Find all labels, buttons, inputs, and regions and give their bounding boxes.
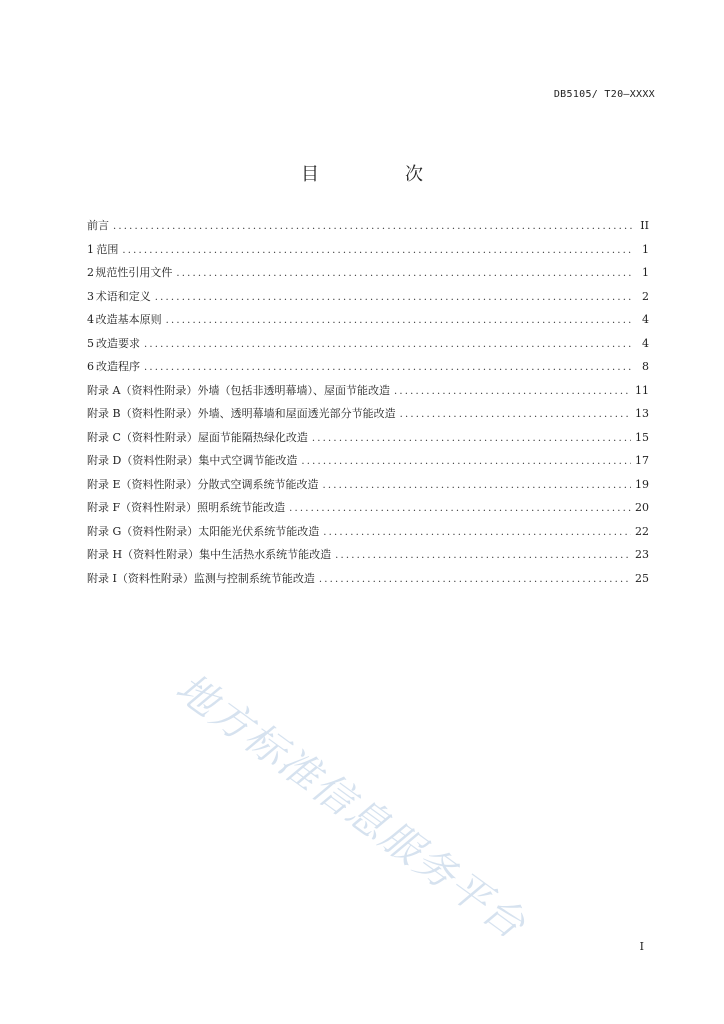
toc-entry-page: 1: [642, 242, 649, 256]
toc-entry-number: 6: [87, 360, 94, 373]
toc-entry-title: 集中生活热水系统节能改造: [199, 548, 332, 561]
toc-entry-page: 1: [642, 266, 649, 279]
toc-leader-dots: [155, 290, 633, 306]
toc-entry-title: 改造要求: [96, 336, 140, 350]
toc-entry-number: 2: [87, 266, 94, 279]
toc-entry-title: 改造基本原则: [95, 313, 162, 326]
toc-entry-page: 20: [635, 501, 649, 514]
toc-leader-dots: [319, 572, 631, 588]
toc-leader-dots: [176, 266, 633, 282]
toc-entry-annex-label: 附录 G（资料性附录）: [87, 524, 199, 538]
toc-entry-page: 23: [635, 548, 649, 561]
toc-entry-title: 术语和定义: [95, 289, 151, 303]
toc-entry-title: 集中式空调节能改造: [198, 454, 298, 467]
toc-entry-page: 11: [635, 383, 649, 397]
page-number: I: [639, 940, 644, 953]
toc-title: 目 次: [301, 164, 457, 185]
toc-entry[interactable]: [87, 383, 649, 407]
toc-entry-title: 前言: [87, 219, 109, 232]
toc-entry[interactable]: [87, 453, 649, 477]
toc-entry[interactable]: [87, 571, 649, 595]
toc-entry[interactable]: [87, 406, 649, 430]
toc-entry-page: 22: [635, 524, 649, 538]
toc-entry-number: 3: [87, 289, 94, 303]
toc-entry[interactable]: [87, 218, 649, 242]
toc-entry-annex-label: 附录 F（资料性附录）: [87, 501, 198, 514]
toc-entry[interactable]: [87, 265, 649, 289]
toc-entry-title: 分散式空调系统节能改造: [197, 477, 319, 491]
toc-leader-dots: [394, 384, 631, 400]
document-code: DB5105/ T20—XXXX: [553, 89, 655, 100]
toc-leader-dots: [400, 407, 631, 423]
toc-entry-page: 25: [635, 571, 649, 585]
toc-entry-number: 5: [87, 336, 94, 350]
toc-entry-number: 4: [87, 313, 94, 326]
toc-entry-page: 13: [635, 407, 649, 420]
toc-entry-page: 19: [635, 477, 649, 491]
toc-entry[interactable]: [87, 242, 649, 266]
toc-entry[interactable]: [87, 359, 649, 383]
toc-leader-dots: [122, 243, 633, 259]
toc-entry-title: 范围: [96, 242, 119, 256]
toc-entry-title: 外墙、透明幕墙和屋面透光部分节能改造: [197, 407, 396, 420]
table-of-contents: [87, 218, 649, 594]
toc-entry-page: II: [640, 219, 649, 232]
toc-entry-annex-label: 附录 H（资料性附录）: [87, 548, 200, 561]
toc-entry-number: 1: [87, 242, 94, 256]
toc-entry[interactable]: [87, 477, 649, 501]
toc-entry[interactable]: [87, 336, 649, 360]
toc-leader-dots: [113, 219, 633, 235]
toc-entry-annex-label: 附录 B（资料性附录）: [87, 407, 198, 420]
toc-leader-dots: [289, 501, 631, 517]
toc-entry-annex-label: 附录 A（资料性附录）: [87, 383, 198, 397]
toc-leader-dots: [301, 454, 631, 470]
toc-entry-page: 4: [642, 336, 649, 350]
toc-entry-annex-label: 附录 C（资料性附录）: [87, 430, 198, 444]
toc-leader-dots: [335, 548, 631, 564]
toc-entry[interactable]: [87, 547, 649, 571]
toc-entry[interactable]: [87, 289, 649, 313]
toc-leader-dots: [166, 313, 633, 329]
toc-entry[interactable]: [87, 312, 649, 336]
toc-entry-page: 17: [635, 454, 649, 467]
toc-entry-title: 太阳能光伏系统节能改造: [198, 524, 320, 538]
toc-entry-title: 屋面节能隔热绿化改造: [197, 430, 308, 444]
toc-leader-dots: [323, 525, 631, 541]
toc-leader-dots: [144, 337, 633, 353]
toc-entry-title: 监测与控制系统节能改造: [193, 571, 315, 585]
toc-leader-dots: [144, 360, 633, 376]
toc-entry-page: 15: [635, 430, 649, 444]
toc-entry[interactable]: [87, 500, 649, 524]
toc-entry[interactable]: [87, 524, 649, 548]
toc-entry-annex-label: 附录 I（资料性附录）: [87, 571, 194, 585]
toc-entry-annex-label: 附录 E（资料性附录）: [87, 477, 198, 491]
toc-entry-title: 改造程序: [96, 360, 140, 373]
toc-entry-title: 规范性引用文件: [95, 266, 173, 279]
toc-leader-dots: [312, 431, 631, 447]
toc-entry-page: 4: [642, 313, 649, 326]
toc-leader-dots: [323, 478, 631, 494]
toc-entry-page: 8: [642, 360, 649, 373]
toc-entry-title: 外墙（包括非透明幕墙）、屋面节能改造: [197, 383, 390, 397]
watermark: 地方标准信息服务平台: [167, 664, 535, 949]
toc-entry-page: 2: [642, 289, 649, 303]
toc-entry[interactable]: [87, 430, 649, 454]
toc-entry-annex-label: 附录 D（资料性附录）: [87, 454, 199, 467]
toc-entry-title: 照明系统节能改造: [197, 501, 286, 514]
